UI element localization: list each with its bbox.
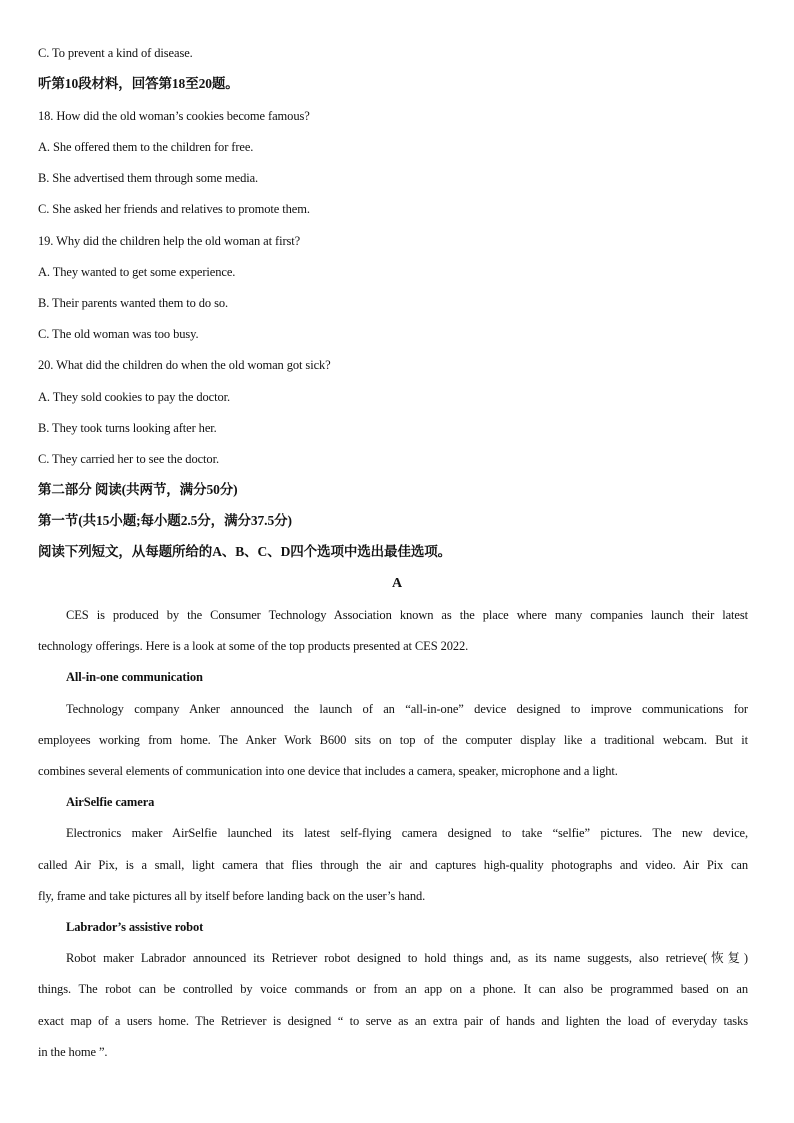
- q19-question: 19. Why did the children help the old woman at first?: [38, 234, 301, 248]
- q20-question: 20. What did the children do when the old woman got sick?: [38, 358, 331, 372]
- section-one-title: 第一节(共15小题;每小题2.5分，满分37.5分): [38, 513, 292, 528]
- intro-line-2: technology offerings. Here is a look at some of the top products presented at CES 2022.: [38, 639, 469, 653]
- q20-option-b: B. They took turns looking after her.: [38, 421, 217, 435]
- item2-line-1: Electronics maker AirSelfie launched its latest self-flying camera designed to take “selfie” pictures. The new device,: [66, 826, 748, 840]
- part-two-title: 第二部分 阅读(共两节，满分50分): [38, 482, 238, 497]
- item1-line-1: Technology company Anker announced the launch of an “all-in-one” device designed to improve communications for: [66, 702, 748, 716]
- q20-option-c: C. They carried her to see the doctor.: [38, 452, 219, 466]
- item2-line-2: called Air Pix, is a small, light camera that flies through the air and captures high-quality photographs and video. Air Pix can: [38, 858, 748, 872]
- item3-line-3: exact map of a users home. The Retriever is designed “ to serve as an extra pair of hands and lighten the load of everyday tasks: [38, 1014, 748, 1028]
- item3-line-4: in the home ”.: [38, 1045, 108, 1059]
- q20-option-a: A. They sold cookies to pay the doctor.: [38, 390, 231, 404]
- q18-option-c: C. She asked her friends and relatives to promote them.: [38, 202, 310, 216]
- item1-line-2: employees working from home. The Anker Work B600 sits on top of the computer display like a traditional webcam. But it: [38, 733, 748, 747]
- q18-option-a: A. She offered them to the children for free.: [38, 140, 254, 154]
- item1-line-3: combines several elements of communication into one device that includes a camera, speaker, microphone and a light.: [38, 764, 618, 778]
- item3-line-1: Robot maker Labrador announced its Retriever robot designed to hold things and, as its name suggests, also retrieve(恢复): [66, 951, 748, 965]
- passage-label: A: [391, 576, 402, 591]
- q19-option-c: C. The old woman was too busy.: [38, 327, 199, 341]
- item2-line-3: fly, frame and take pictures all by itself before landing back on the user’s hand.: [38, 889, 426, 903]
- q17-option-c: C. To prevent a kind of disease.: [38, 46, 193, 60]
- item3-heading: Labrador’s assistive robot: [66, 920, 204, 934]
- item1-heading: All-in-one communication: [66, 670, 203, 684]
- q19-option-b: B. Their parents wanted them to do so.: [38, 296, 229, 310]
- intro-line-1: CES is produced by the Consumer Technology Association known as the place where many companies launch their latest: [66, 608, 748, 622]
- item3-line-2: things. The robot can be controlled by voice commands or from an app on a phone. It can also be programmed based on an: [38, 982, 748, 996]
- reading-instruction: 阅读下列短文，从每题所给的A、B、C、D四个选项中选出最佳选项。: [38, 544, 452, 559]
- q18-option-b: B. She advertised them through some media.: [38, 171, 259, 185]
- section-10-header: 听第10段材料，回答第18至20题。: [38, 76, 239, 91]
- q18-question: 18. How did the old woman’s cookies become famous?: [38, 109, 310, 123]
- q19-option-a: A. They wanted to get some experience.: [38, 265, 236, 279]
- item2-heading: AirSelfie camera: [66, 795, 155, 809]
